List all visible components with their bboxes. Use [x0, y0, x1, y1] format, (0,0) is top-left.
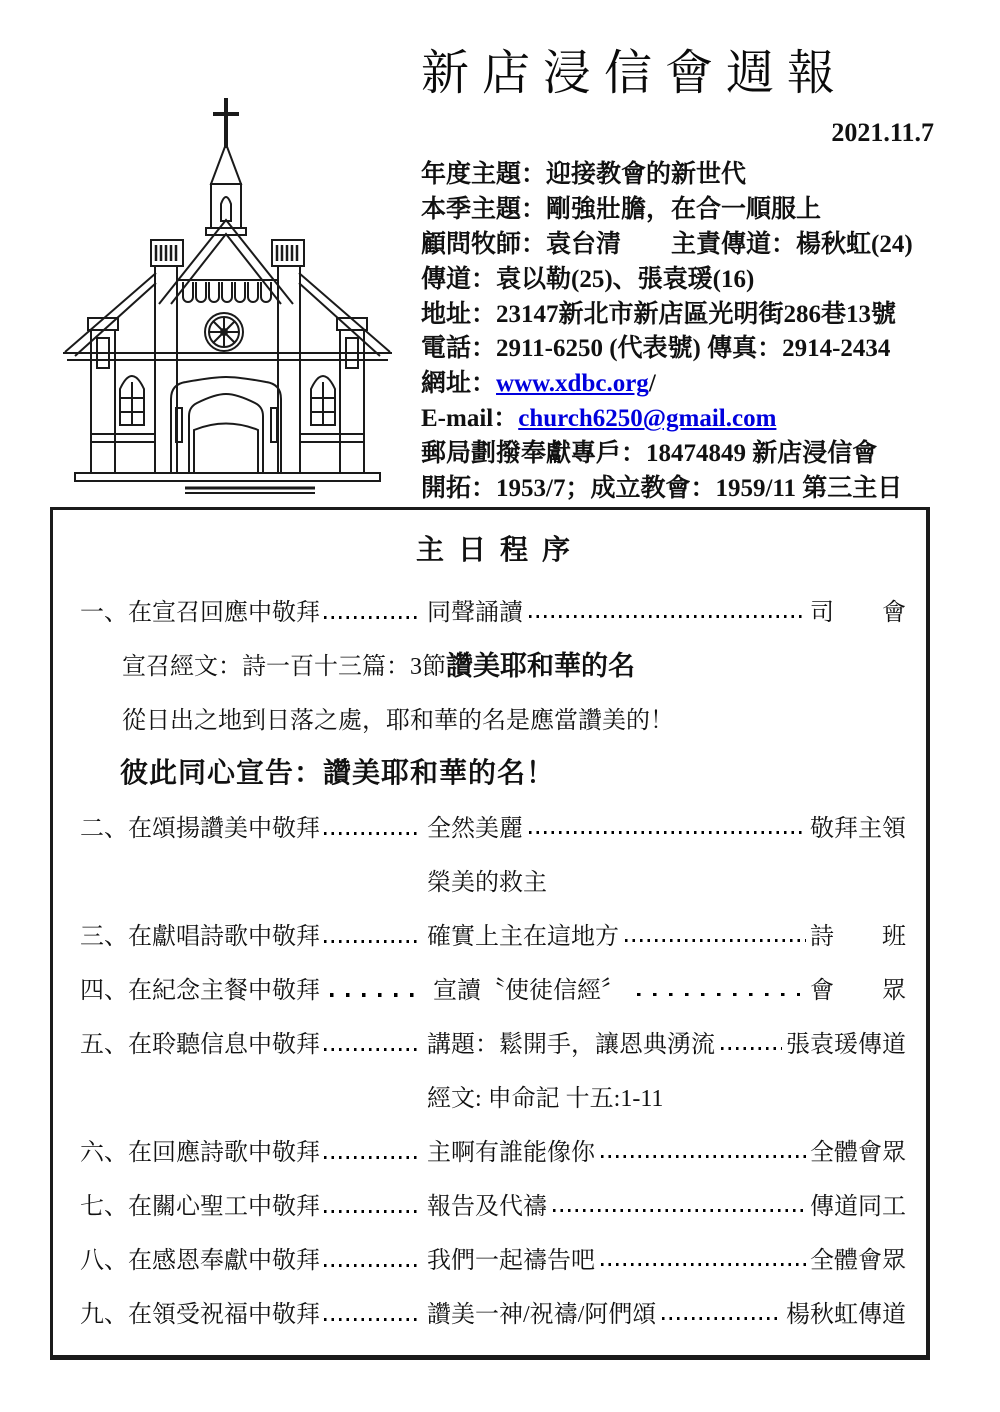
leader-dots — [330, 993, 421, 997]
item-assignee: 楊秋虹傳道 — [786, 1301, 906, 1328]
leader-dots — [529, 615, 806, 618]
proclamation-text: 彼此同心宣告：讚美耶和華的名！ — [120, 758, 556, 789]
program-item-row — [80, 1176, 906, 1230]
item-content: 同聲誦讀 — [427, 599, 523, 626]
item-assignee: 敬拜主領 — [810, 815, 906, 842]
item-assignee: 傳道同工 — [810, 1193, 906, 1220]
item-label: 三、在獻唱詩歌中敬拜 — [80, 923, 320, 950]
leader-dots — [601, 1155, 806, 1158]
leader-dots — [637, 993, 800, 997]
info-annual-theme: 年度主題：迎接教會的新世代 — [421, 161, 747, 188]
leader-dots — [324, 832, 421, 835]
church-info-list — [421, 158, 934, 507]
item-content: 講題：鬆開手，讓恩典湧流 — [427, 1031, 715, 1058]
info-phone-fax: 電話：2911-6250 (代表號) 傳真：2914-2434 — [421, 335, 891, 363]
leader-dots — [324, 1156, 421, 1159]
item-content: 確實上主在這地方 — [427, 923, 619, 950]
program-rows — [80, 582, 906, 1338]
program-subline — [80, 690, 906, 744]
program-box — [50, 507, 930, 1360]
leader-dots — [553, 1209, 806, 1212]
cross-icon — [213, 98, 239, 148]
info-address: 地址：23147新北市新店區光明街286巷13號 — [421, 300, 897, 328]
church-line-drawing-icon — [55, 80, 400, 495]
leader-dots — [662, 1317, 782, 1320]
issue-date: 2021.11.7 — [831, 118, 934, 147]
item-label: 四、在紀念主餐中敬拜 — [80, 977, 326, 1004]
item-assignee: 全體會眾 — [810, 1247, 906, 1274]
leader-dots — [324, 940, 421, 943]
program-item-row — [80, 1230, 906, 1284]
leader-dots — [324, 1264, 421, 1267]
church-illustration — [55, 80, 400, 498]
program-song-second-line — [80, 852, 906, 906]
info-email — [421, 402, 934, 437]
info-donation-account: 郵局劃撥奉獻專戶：18474849 新店浸信會 — [421, 440, 878, 468]
item-content: 宣讀〝使徒信經〞 — [427, 977, 631, 1004]
scripture-call-text: 宣召經文：詩一百十三篇：3節 — [122, 653, 446, 680]
item-assignee: 司 會 — [810, 599, 906, 626]
item-label: 一、在宣召回應中敬拜 — [80, 599, 320, 626]
page-title: 新店浸信會週報 — [421, 47, 849, 100]
program-item-row — [80, 960, 906, 1014]
leader-dots — [324, 1210, 421, 1213]
item-label: 六、在回應詩歌中敬拜 — [80, 1139, 320, 1166]
program-item-row — [80, 906, 906, 960]
item-assignee: 詩 班 — [810, 923, 906, 950]
scripture-call-title: 讚美耶和華的名 — [446, 650, 635, 681]
item-assignee: 全體會眾 — [810, 1139, 906, 1166]
sermon-scripture-text: 經文: 申命記 十五:1-11 — [427, 1085, 664, 1112]
email-link[interactable]: church6250@gmail.com — [518, 405, 777, 433]
item-label: 二、在頌揚讚美中敬拜 — [80, 815, 320, 842]
program-item-row — [80, 1284, 906, 1338]
program-title: 主日程序 — [415, 535, 584, 566]
item-label: 七、在關心聖工中敬拜 — [80, 1193, 320, 1220]
info-website — [421, 367, 934, 402]
leader-dots — [625, 939, 806, 942]
rose-window-icon — [205, 313, 243, 351]
item-content: 報告及代禱 — [427, 1193, 547, 1220]
program-item-row — [80, 582, 906, 636]
leader-dots — [324, 616, 421, 619]
info-founding: 開拓：1953/7；成立教會：1959/11 第三主日 — [421, 475, 903, 503]
info-pastors: 顧問牧師：袁台清 主責傳道：楊秋虹(24) — [421, 230, 913, 258]
header-block — [421, 44, 934, 507]
leader-dots — [601, 1263, 806, 1266]
program-subline — [80, 636, 906, 690]
leader-dots — [324, 1318, 421, 1321]
item-content: 我們一起禱告吧 — [427, 1247, 595, 1274]
item-content: 主啊有誰能像你 — [427, 1139, 595, 1166]
item-content: 全然美麗 — [427, 815, 523, 842]
program-proclamation — [80, 744, 906, 798]
song-title: 榮美的救主 — [427, 869, 547, 896]
item-assignee: 會 眾 — [804, 977, 906, 1004]
program-item-row — [80, 1014, 906, 1068]
website-label: 網址： — [421, 370, 497, 398]
info-season-theme: 本季主題：剛強壯膽，在合一順服上 — [421, 195, 822, 223]
item-label: 八、在感恩奉獻中敬拜 — [80, 1247, 320, 1274]
leader-dots — [721, 1047, 782, 1050]
item-label: 五、在聆聽信息中敬拜 — [80, 1031, 320, 1058]
program-item-row — [80, 1122, 906, 1176]
item-label: 九、在領受祝福中敬拜 — [80, 1301, 320, 1328]
website-link[interactable]: www.xdbc.org — [496, 370, 649, 398]
item-assignee: 張袁瑗傳道 — [786, 1031, 906, 1058]
website-suffix: / — [648, 370, 656, 398]
program-sermon-scripture — [80, 1068, 906, 1122]
item-content: 讚美一神/祝禱/阿們頌 — [427, 1301, 657, 1328]
leader-dots — [529, 831, 806, 834]
email-label: E-mail： — [421, 405, 519, 433]
program-item-row — [80, 798, 906, 852]
leader-dots — [324, 1048, 421, 1051]
info-ministers: 傳道：袁以勒(25)、張袁瑗(16) — [421, 265, 755, 293]
scripture-verse-text: 從日出之地到日落之處，耶和華的名是應當讚美的！ — [122, 707, 674, 734]
